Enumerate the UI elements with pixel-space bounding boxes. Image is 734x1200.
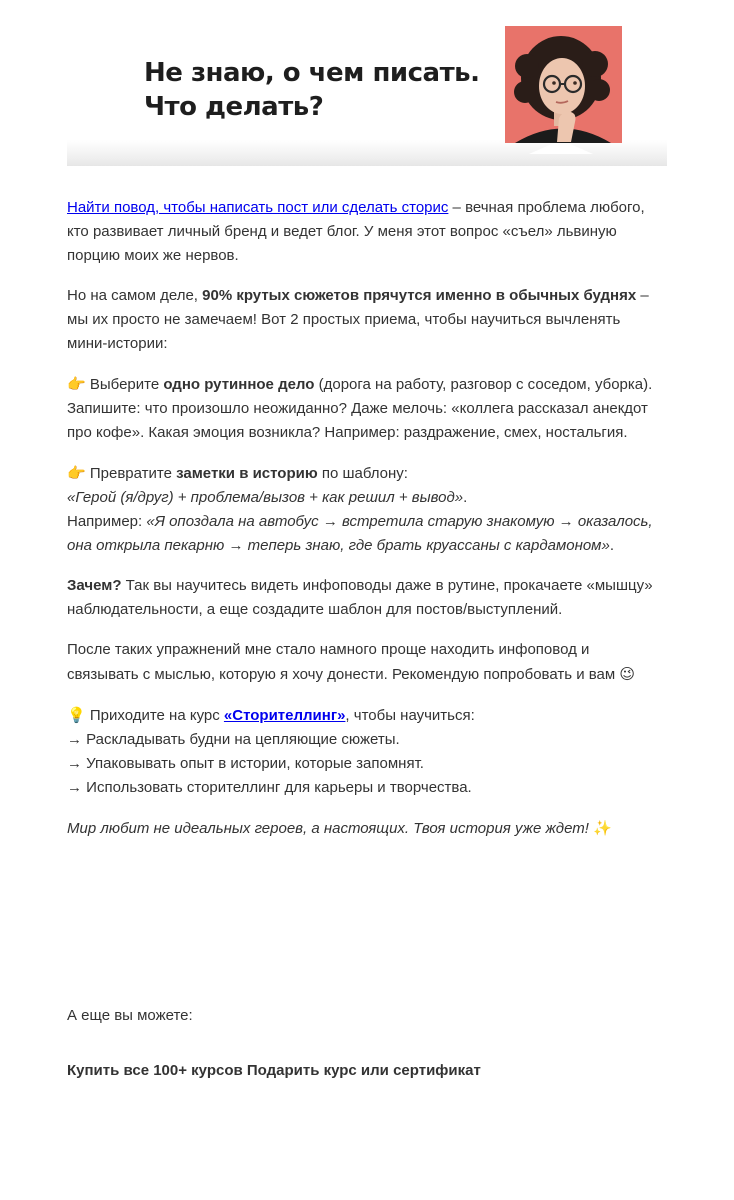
winking-face-icon: 😉 (619, 665, 636, 683)
insight-lead: Но на самом деле, (67, 287, 203, 304)
tip-one-lead: Выберите (85, 376, 164, 393)
storytelling-course-link[interactable]: «Сторителлинг» (223, 707, 346, 724)
tip-two-lead: Превратите (85, 465, 177, 482)
course-list-item: → Раскладывать будни на цепляющие сюжеты. (67, 731, 400, 748)
post-topic-link[interactable]: Найти повод, чтобы написать пост или сделать сторис (67, 199, 449, 216)
why-bold: Зачем? (67, 577, 122, 594)
header-banner (67, 12, 667, 166)
intro-text: – вечная проблема любого, кто развивает личный бренд и ведет блог. У меня этот вопрос «съел» львиную порцию моих же нервов. (67, 199, 645, 264)
banner-title (144, 56, 480, 124)
intro-paragraph (67, 196, 657, 268)
banner-title-line2: Что делать? (144, 92, 324, 122)
tip-one-bold: одно рутинное дело (163, 376, 315, 393)
course-paragraph (67, 703, 657, 800)
recommend-text: После таких упражнений мне стало намного проще находить инфоповод и связывать с мыслью, которую я хочу донести. Рекомендую попробовать и вам (67, 641, 620, 683)
sparkles-icon: ✨ (593, 819, 612, 837)
course-list-item: → Упаковывать опыт в истории, которые запомнят. (67, 755, 424, 772)
pointing-hand-icon: 👉 (67, 464, 86, 482)
author-avatar (505, 26, 622, 143)
closing-paragraph (67, 816, 657, 841)
closing-quote: Мир любит не идеальных героев, а настоящих. Твоя история уже ждет! (67, 820, 594, 837)
light-bulb-icon: 💡 (67, 706, 86, 724)
author-photo (505, 26, 622, 143)
banner-title-line1: Не знаю, о чем писать. (144, 58, 480, 88)
tip-two-text: по шаблону: (317, 465, 408, 482)
course-lead: Приходите на курс (85, 707, 224, 724)
course-list-item: → Использовать сторителлинг для карьеры и творчества. (67, 779, 472, 796)
tip-two-paragraph (67, 461, 657, 558)
course-text: , чтобы научиться: (345, 707, 475, 724)
tip-one-text: (дорога на работу, разговор с соседом, уборка). Запишите: что произошло неожиданно? Даже мелочь: «коллега рассказал анекдот про кофе». Какая эмоция возникла? Например: раздражение, смех, ностальгия. (67, 376, 653, 441)
why-text: Так вы научитесь видеть инфоповоды даже в рутине, прокачаете «мышцу» наблюдательности, а еще создадите шаблон для постов/выступлений. (67, 577, 653, 618)
insight-text: – мы их просто не замечаем! Вот 2 простых приема, чтобы научиться вычленять мини-истории: (67, 287, 649, 352)
pointing-hand-icon: 👉 (67, 375, 86, 393)
recommend-paragraph (67, 638, 657, 687)
example-end: . (609, 537, 614, 554)
more-options-buttons[interactable] (67, 1060, 667, 1079)
story-template: «Герой (я/друг) + проблема/вызов + как решил + вывод» (67, 489, 464, 506)
story-template-end: . (463, 489, 468, 506)
example-story: «Я опоздала на автобус → встретила старую знакомую → оказалось, она открыла пекарню → теперь знаю, где брать круассаны с кардамоном» (67, 513, 653, 554)
example-lead: Например: (67, 513, 147, 530)
more-options-label: А еще вы можете: (67, 1007, 193, 1024)
why-paragraph (67, 574, 657, 622)
tip-one-paragraph (67, 372, 657, 445)
insight-bold: 90% крутых сюжетов прячутся именно в обычных буднях (202, 287, 637, 304)
insight-paragraph (67, 284, 657, 356)
email-body (67, 196, 657, 857)
tip-two-bold: заметки в историю (176, 465, 318, 482)
more-options-cut-text[interactable]: Купить все 100+ курсов Подарить курс или сертификат (67, 1062, 481, 1079)
